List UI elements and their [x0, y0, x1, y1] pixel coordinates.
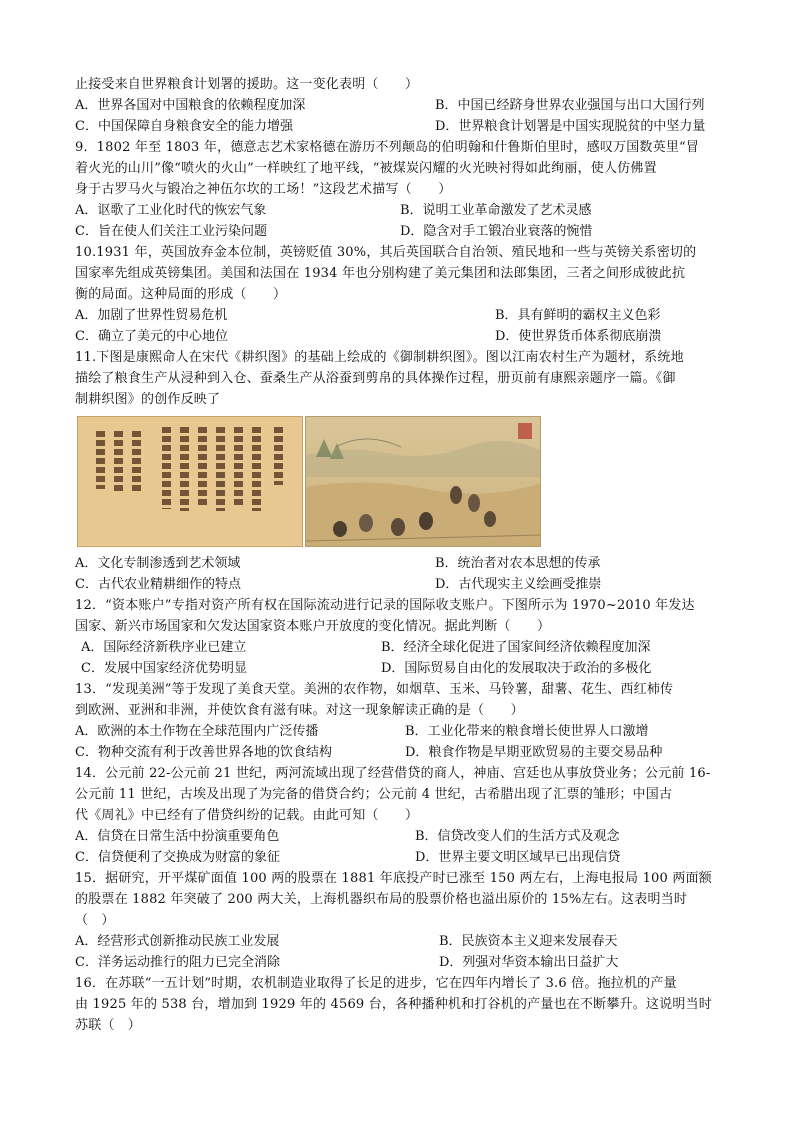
q10-stem: 10.1931 年，英国放弃金本位制，英镑贬值 30%，其后英国联合自治领、殖民地和一些与英镑关系密切的: [75, 245, 697, 260]
q15-stem: 的股票在 1882 年突破了 200 两大关，上海机器织布局的股票价格也溢出原价的 15%左右。这表明当时: [75, 892, 688, 907]
q14-options: [75, 826, 725, 868]
q8-option-c[interactable]: C．中国保障自身粮食安全的能力增强: [75, 119, 293, 134]
q10-stem: 国家率先组成英镑集团。美国和法国在 1934 年也分别构建了美元集团和法郎集团，三者之间形成彼此抗: [75, 266, 686, 281]
q12-stem: 国家、新兴市场国家和欠发达国家资本账户开放度的变化情况。据此判断（ ）: [75, 619, 551, 634]
q13-options: [75, 721, 725, 763]
q9-option-b[interactable]: B．说明工业革命激发了艺术灵感: [400, 203, 592, 218]
q15-stem: 15．据研究，开平煤矿面值 100 两的股票在 1881 年底投产时已涨至 150 两左右，上海电报局 100 两面额: [75, 871, 712, 886]
q15-option-c[interactable]: C．洋务运动推行的阻力已完全消除: [75, 955, 280, 970]
q10-option-c[interactable]: C．确立了美元的中心地位: [75, 329, 228, 344]
calligraphy-panel: [77, 416, 303, 547]
q10-option-a[interactable]: A．加剧了世界性贸易危机: [75, 308, 228, 323]
q10-option-d[interactable]: D．使世界货币体系彻底崩溃: [495, 329, 662, 344]
q8-option-b[interactable]: B．中国已经跻身世界农业强国与出口大国行列: [435, 98, 705, 113]
q9-option-d[interactable]: D．隐含对手工锻冶业衰落的惋惜: [400, 224, 593, 239]
q14-option-b[interactable]: B．信贷改变人们的生活方式及观念: [415, 829, 620, 844]
q11-options: [75, 553, 725, 595]
farming-scene-illustration: [306, 417, 541, 547]
q12-option-c[interactable]: C．发展中国家经济优势明显: [81, 661, 247, 676]
q13-option-b[interactable]: B．工业化带来的粮食增长使世界人口激增: [405, 724, 649, 739]
q11-option-c[interactable]: C．古代农业精耕细作的特点: [75, 577, 241, 592]
q10-option-b[interactable]: B．具有鲜明的霸权主义色彩: [495, 308, 661, 323]
q8-stem-tail: 止接受来自世界粮食计划署的援助。这一变化表明（ ）: [75, 77, 419, 92]
q16-stem: 由 1925 年的 538 台，增加到 1929 年的 4569 台，各种播种机和打谷机的产量也在不断攀升。这说明当时: [75, 997, 712, 1012]
q13-option-a[interactable]: A．欧洲的本土作物在全球范围内广泛传播: [75, 724, 319, 739]
q15-option-a[interactable]: A．经营形式创新推动民族工业发展: [75, 934, 280, 949]
q14-stem: 14．公元前 22-公元前 21 世纪，两河流域出现了经营借贷的商人，神庙、宫廷也从事放贷业务；公元前 16-: [75, 766, 711, 781]
q15-stem: （ ）: [75, 913, 115, 928]
q13-stem: 到欧洲、亚洲和非洲，并使饮食有滋有味。对这一现象解读正确的是（ ）: [75, 703, 524, 718]
q10-options: [75, 305, 725, 347]
q10-stem: 衡的局面。这种局面的形成（ ）: [75, 287, 287, 302]
q11-stem: 11.下图是康熙命人在宋代《耕织图》的基础上绘成的《御制耕织图》。图以江南农村生产为题材，系统地: [75, 350, 684, 365]
q9-stem: 身于古罗马火与锻冶之神伍尔坎的工场！”这段艺术描写（ ）: [75, 182, 452, 197]
q11-stem: 描绘了粮食生产从浸种到入仓、蚕桑生产从浴蚕到剪帛的具体操作过程，册页前有康熙亲题序一篇。《御: [75, 371, 676, 386]
q9-option-c[interactable]: C．旨在使人们关注工业污染问题: [75, 224, 267, 239]
q16-stem: 苏联（ ）: [75, 1018, 142, 1033]
q15-options: [75, 931, 725, 973]
q16-stem: 16．在苏联“一五计划”时期，农机制造业取得了长足的进步，它在四年内增长了 3.6 倍。拖拉机的产量: [75, 976, 677, 991]
q9-options: [75, 200, 725, 242]
q11-option-d[interactable]: D．古代现实主义绘画受推崇: [435, 577, 602, 592]
q15-option-b[interactable]: B．民族资本主义迎来发展春天: [439, 934, 618, 949]
q12-option-a[interactable]: A．国际经济新秩序业已建立: [81, 640, 247, 655]
q11-option-a[interactable]: A．文化专制渗透到艺术领域: [75, 556, 241, 571]
exam-page: [75, 74, 725, 1036]
farming-painting: [305, 416, 541, 547]
q8-option-d[interactable]: D．世界粮食计划署是中国实现脱贫的中坚力量: [435, 119, 706, 134]
q13-option-c[interactable]: C．物种交流有利于改善世界各地的饮食结构: [75, 745, 332, 760]
q9-option-a[interactable]: A．讴歌了工业化时代的恢宏气象: [75, 203, 267, 218]
q12-stem: 12．“资本账户”专指对资产所有权在国际流动进行记录的国际收支账户。下图所示为 1970~2010 年发达: [75, 598, 695, 613]
q14-option-d[interactable]: D．世界主要文明区域早已出现信贷: [415, 850, 621, 865]
yuzhi-gengzhitu-figure: [77, 416, 725, 547]
q12-option-d[interactable]: D．国际贸易自由化的发展取决于政治的多极化: [381, 661, 652, 676]
q12-option-b[interactable]: B．经济全球化促进了国家间经济依赖程度加深: [381, 640, 651, 655]
q8-option-a[interactable]: A．世界各国对中国粮食的依赖程度加深: [75, 98, 306, 113]
q13-option-d[interactable]: D．粮食作物是早期亚欧贸易的主要交易品种: [405, 745, 663, 760]
q9-stem: 着火光的山川”像“喷火的火山”一样映红了地平线，“被煤炭闪耀的火光映衬得如此绚丽，使人仿佛置: [75, 161, 657, 176]
q14-option-a[interactable]: A．信贷在日常生活中扮演重要角色: [75, 829, 280, 844]
q11-stem: 制耕织图》的创作反映了: [75, 392, 221, 407]
q12-options: [75, 637, 725, 679]
q11-option-b[interactable]: B．统治者对农本思想的传承: [435, 556, 601, 571]
q8-options: [75, 95, 725, 137]
q14-option-c[interactable]: C．信贷便利了交换成为财富的象征: [75, 850, 280, 865]
q15-option-d[interactable]: D．列强对华资本输出日益扩大: [439, 955, 619, 970]
q13-stem: 13．“发现美洲”等于发现了美食天堂。美洲的农作物，如烟草、玉米、马铃薯，甜薯、花生、西红柿传: [75, 682, 674, 697]
q9-stem: 9．1802 年至 1803 年，德意志艺术家格德在游历不列颠岛的伯明翰和什鲁斯伯里时，感叹万国数英里“冒: [75, 140, 700, 155]
q14-stem: 代《周礼》中已经有了借贷纠纷的记载。由此可知（ ）: [75, 808, 419, 823]
q14-stem: 公元前 11 世纪，古埃及出现了为完备的借贷合约；公元前 4 世纪，古希腊出现了汇票的雏形；中国古: [75, 787, 673, 802]
